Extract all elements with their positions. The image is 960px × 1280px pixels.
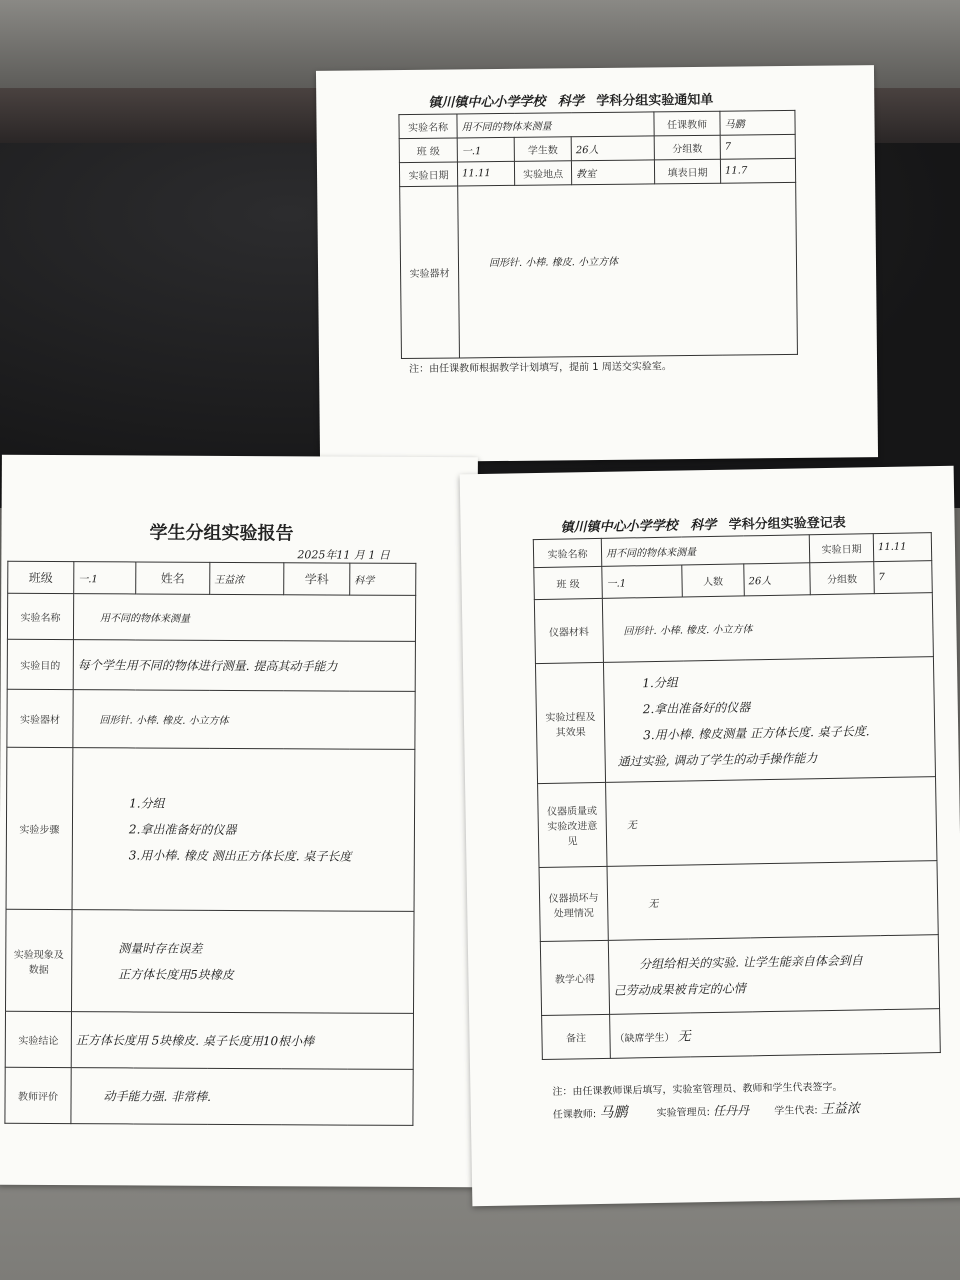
report-table bbox=[4, 561, 416, 1126]
register-date: 11.11 bbox=[873, 533, 931, 562]
report-conclusion-label: 实验结论 bbox=[5, 1011, 71, 1067]
notice-materials-label: 实验器材 bbox=[400, 186, 460, 359]
register-date-label: 实验日期 bbox=[809, 534, 873, 563]
report-phenomena bbox=[71, 910, 414, 1014]
notice-table bbox=[398, 110, 798, 359]
report-evaluation-label: 教师评价 bbox=[5, 1067, 71, 1123]
notice-class: 一.1 bbox=[457, 137, 514, 162]
notice-place-label: 实验地点 bbox=[514, 161, 571, 186]
report-purpose: 每个学生用不同的物体进行测量. 提高其动手能力 bbox=[73, 640, 415, 692]
report-phenomenon-1: 测量时存在误差 bbox=[118, 940, 203, 956]
notice-teacher-signature: 马鹏 bbox=[720, 110, 795, 135]
register-insight-1: 分组给相关的实验. 让学生能亲自体会到自 bbox=[639, 952, 863, 971]
register-groups-label: 分组数 bbox=[810, 562, 875, 595]
notice-teacher-label: 任课教师 bbox=[654, 111, 720, 136]
register-quality: 无 bbox=[606, 777, 937, 867]
register-exp-name: 用不同的物体来测量 bbox=[601, 535, 809, 567]
report-class: 一.1 bbox=[74, 562, 136, 594]
register-subject: 科学 bbox=[689, 517, 717, 534]
sign-student: 王益浓 bbox=[820, 1101, 861, 1118]
report-evaluation: 动手能力强. 非常棒. bbox=[71, 1068, 413, 1126]
report-step-3: 3.用小棒. 橡皮 测出正方体长度. 桌子长度 bbox=[128, 847, 352, 864]
register-damage-label: 仪器损坏与处理情况 bbox=[539, 866, 608, 941]
register-title-suffix: 学科分组实验登记表 bbox=[728, 515, 846, 533]
report-date: 2025年11 月 1 日 bbox=[297, 548, 390, 562]
register-process-label: 实验过程及其效果 bbox=[535, 662, 605, 783]
notice-date-label: 实验日期 bbox=[399, 162, 457, 187]
sign-admin-label: 实验管理员: bbox=[656, 1107, 711, 1120]
register-materials: 回形针. 小棒. 橡皮. 小立方体 bbox=[602, 593, 933, 663]
report-equipment-label: 实验器材 bbox=[7, 689, 73, 747]
notice-place: 教室 bbox=[571, 160, 654, 185]
register-insight-2: 己劳动成果被肯定的心情 bbox=[613, 980, 746, 998]
notice-groups-label: 分组数 bbox=[654, 135, 720, 160]
register-school: 镇川镇中心小学学校 bbox=[560, 518, 678, 536]
report-steps bbox=[72, 748, 415, 912]
register-remarks: 无 bbox=[677, 1029, 691, 1045]
register-class: 一.1 bbox=[602, 565, 683, 598]
register-damage: 无 bbox=[607, 861, 938, 941]
notice-materials: 回形针. 小棒. 橡皮. 小立方体 bbox=[458, 182, 798, 358]
notice-school: 镇川镇中心小学学校 bbox=[428, 94, 546, 111]
sign-student-label: 学生代表: bbox=[774, 1105, 818, 1117]
notice-sheet bbox=[316, 65, 878, 463]
notice-subject: 科学 bbox=[557, 94, 584, 110]
notice-fill-date: 11.7 bbox=[720, 158, 795, 183]
report-class-label: 班级 bbox=[8, 561, 74, 593]
register-process-3: 3.用小棒. 橡皮测量 正方体长度. 桌子长度. bbox=[643, 723, 870, 742]
notice-fill-date-label: 填表日期 bbox=[654, 159, 720, 184]
register-people-label: 人数 bbox=[682, 564, 745, 597]
register-process-4: 通过实验, 调动了学生的动手操作能力 bbox=[617, 750, 818, 769]
register-people: 26人 bbox=[744, 563, 811, 596]
report-phenomena-label: 实验现象及数据 bbox=[6, 909, 73, 1011]
register-process-2: 2.拿出准备好的仪器 bbox=[642, 699, 751, 716]
register-process-1: 1.分组 bbox=[642, 675, 678, 690]
report-name: 王益浓 bbox=[210, 562, 284, 594]
sign-admin: 任丹丹 bbox=[712, 1103, 750, 1119]
report-name-label: 姓名 bbox=[136, 562, 210, 594]
notice-groups: 7 bbox=[720, 134, 795, 159]
report-subject-label: 学科 bbox=[284, 563, 350, 595]
report-step-2: 2.拿出准备好的仪器 bbox=[128, 821, 237, 837]
register-process bbox=[603, 657, 935, 783]
notice-students: 26人 bbox=[571, 136, 654, 161]
sign-teacher: 马鹏 bbox=[599, 1104, 628, 1122]
register-remarks-label: 备注 bbox=[542, 1014, 611, 1059]
report-phenomenon-2: 正方体长度用5块橡皮 bbox=[118, 966, 234, 982]
register-groups: 7 bbox=[874, 561, 933, 594]
register-quality-label: 仪器质量或实验改进意见 bbox=[538, 782, 607, 867]
report-purpose-label: 实验目的 bbox=[7, 639, 73, 689]
report-exp-name-label: 实验名称 bbox=[7, 593, 73, 639]
register-remarks-prefix: （缺席学生） bbox=[614, 1032, 675, 1045]
register-remarks-cell bbox=[610, 1009, 941, 1059]
register-insight-label: 教学心得 bbox=[540, 940, 609, 1015]
report-subject: 科学 bbox=[350, 563, 416, 595]
notice-class-label: 班 级 bbox=[399, 138, 457, 163]
report-title: 学生分组实验报告 bbox=[149, 522, 294, 545]
register-signatures bbox=[553, 1096, 933, 1123]
notice-date: 11.11 bbox=[457, 161, 514, 186]
register-sheet bbox=[460, 466, 960, 1207]
report-conclusion: 正方体长度用 5块橡皮. 桌子长度用10根小棒 bbox=[71, 1012, 413, 1070]
notice-footnote: 注：由任课教师根据教学计划填写，提前 1 周送交实验室。 bbox=[409, 361, 672, 375]
report-sheet bbox=[0, 455, 478, 1187]
register-footnote: 注：由任课教师课后填写，实验室管理员、教师和学生代表签字。 bbox=[552, 1081, 843, 1098]
register-materials-label: 仪器材料 bbox=[534, 598, 603, 663]
register-class-label: 班 级 bbox=[534, 566, 603, 599]
register-title bbox=[560, 512, 845, 536]
sign-teacher-label: 任课教师: bbox=[552, 1109, 597, 1121]
register-table bbox=[533, 532, 941, 1060]
notice-title bbox=[428, 89, 713, 111]
notice-title-suffix: 学科分组实验通知单 bbox=[596, 92, 714, 109]
notice-exp-name: 用不同的物体来测量 bbox=[457, 112, 654, 138]
notice-students-label: 学生数 bbox=[514, 137, 571, 162]
report-step-1: 1.分组 bbox=[129, 795, 165, 811]
register-insight bbox=[608, 935, 939, 1015]
notice-exp-name-label: 实验名称 bbox=[399, 114, 457, 139]
register-exp-name-label: 实验名称 bbox=[533, 538, 601, 567]
report-equipment: 回形针. 小棒. 橡皮. 小立方体 bbox=[73, 690, 415, 750]
report-steps-label: 实验步骤 bbox=[6, 747, 73, 909]
report-exp-name: 用不同的物体来测量 bbox=[73, 594, 415, 642]
